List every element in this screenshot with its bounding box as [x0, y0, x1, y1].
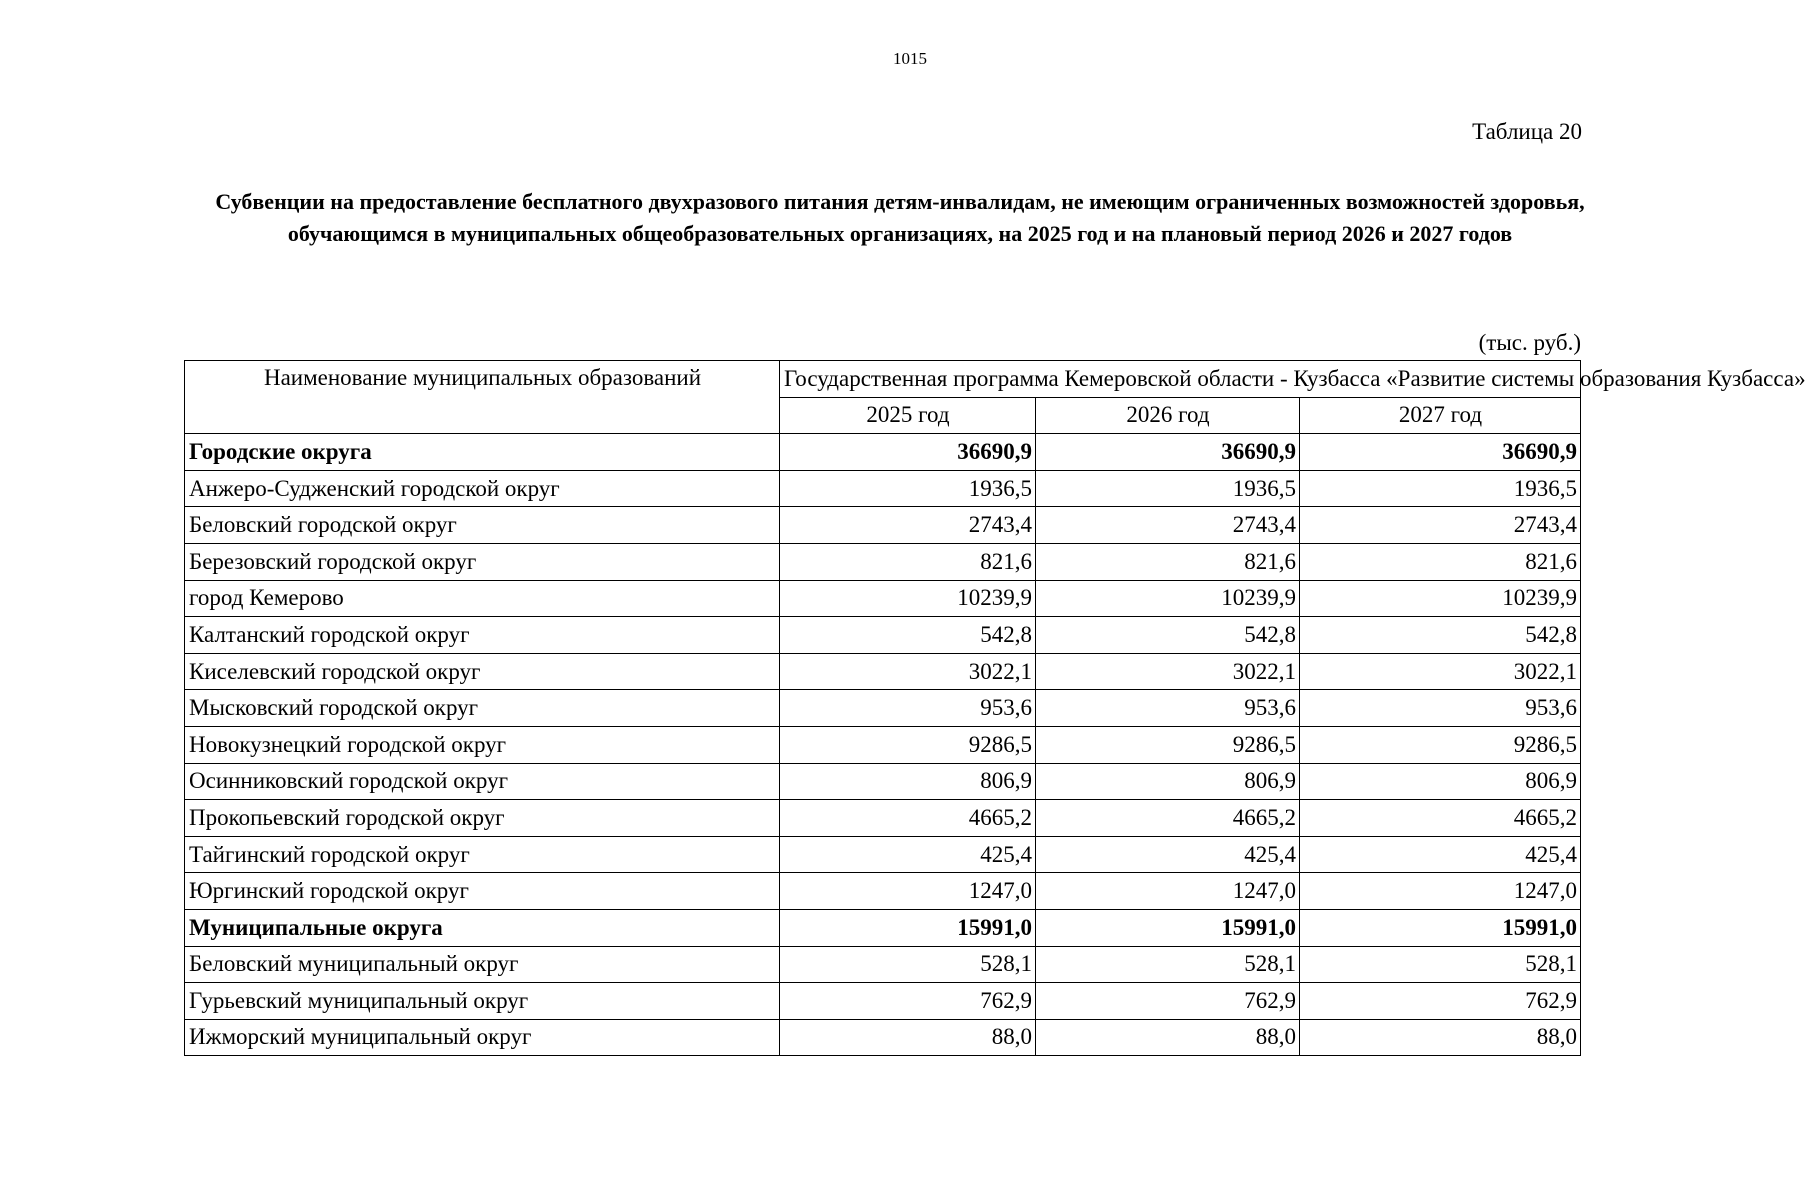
value-cell-2025: 821,6 — [780, 543, 1036, 580]
value-cell-2026: 528,1 — [1036, 946, 1300, 983]
name-column-header: Наименование муниципальных образований — [185, 361, 780, 434]
municipality-name-cell: Ижморский муниципальный округ — [185, 1019, 780, 1056]
value-cell-2027: 2743,4 — [1300, 507, 1581, 544]
value-cell-2026: 4665,2 — [1036, 800, 1300, 837]
table-row — [185, 946, 1581, 983]
value-cell-2026: 1247,0 — [1036, 873, 1300, 910]
value-cell-2025: 9286,5 — [780, 726, 1036, 763]
value-cell-2026: 15991,0 — [1036, 909, 1300, 946]
value-cell-2025: 4665,2 — [780, 800, 1036, 837]
table-row — [185, 836, 1581, 873]
header-row-program — [185, 361, 1581, 398]
value-cell-2025: 10239,9 — [780, 580, 1036, 617]
value-cell-2027: 10239,9 — [1300, 580, 1581, 617]
value-cell-2026: 821,6 — [1036, 543, 1300, 580]
municipality-name-cell: Муниципальные округа — [185, 909, 780, 946]
value-cell-2027: 36690,9 — [1300, 434, 1581, 471]
value-cell-2025: 3022,1 — [780, 653, 1036, 690]
value-cell-2027: 88,0 — [1300, 1019, 1581, 1056]
table-row — [185, 726, 1581, 763]
table-row — [185, 617, 1581, 654]
value-cell-2025: 528,1 — [780, 946, 1036, 983]
value-cell-2026: 425,4 — [1036, 836, 1300, 873]
value-cell-2025: 762,9 — [780, 983, 1036, 1020]
value-cell-2027: 15991,0 — [1300, 909, 1581, 946]
municipality-name-cell: Новокузнецкий городской округ — [185, 726, 780, 763]
value-cell-2027: 4665,2 — [1300, 800, 1581, 837]
value-cell-2026: 3022,1 — [1036, 653, 1300, 690]
table-header — [185, 361, 1806, 434]
year-header-2027: 2027 год — [1300, 397, 1581, 434]
value-cell-2026: 953,6 — [1036, 690, 1300, 727]
municipality-name-cell: Беловский городской округ — [185, 507, 780, 544]
value-cell-2025: 425,4 — [780, 836, 1036, 873]
value-cell-2025: 1936,5 — [780, 470, 1036, 507]
value-cell-2027: 806,9 — [1300, 763, 1581, 800]
value-cell-2027: 542,8 — [1300, 617, 1581, 654]
value-cell-2027: 1247,0 — [1300, 873, 1581, 910]
municipality-name-cell: Мысковский городской округ — [185, 690, 780, 727]
table-row — [185, 507, 1581, 544]
value-cell-2025: 953,6 — [780, 690, 1036, 727]
value-cell-2026: 36690,9 — [1036, 434, 1300, 471]
value-cell-2026: 2743,4 — [1036, 507, 1300, 544]
value-cell-2025: 806,9 — [780, 763, 1036, 800]
municipality-name-cell: Березовский городской округ — [185, 543, 780, 580]
value-cell-2027: 1936,5 — [1300, 470, 1581, 507]
table-row — [185, 873, 1581, 910]
value-cell-2027: 762,9 — [1300, 983, 1581, 1020]
table-row — [185, 653, 1581, 690]
table-group-row — [185, 909, 1581, 946]
table-row — [185, 1019, 1581, 1056]
value-cell-2027: 9286,5 — [1300, 726, 1581, 763]
municipality-name-cell: Анжеро-Судженский городской округ — [185, 470, 780, 507]
value-cell-2027: 821,6 — [1300, 543, 1581, 580]
value-cell-2026: 10239,9 — [1036, 580, 1300, 617]
year-header-2025: 2025 год — [780, 397, 1036, 434]
table-row — [185, 580, 1581, 617]
year-header-2026: 2026 год — [1036, 397, 1300, 434]
table-group-row — [185, 434, 1581, 471]
municipality-name-cell: Осинниковский городской округ — [185, 763, 780, 800]
page-number: 1015 — [893, 49, 927, 68]
value-cell-2026: 9286,5 — [1036, 726, 1300, 763]
value-cell-2025: 1247,0 — [780, 873, 1036, 910]
table-label: Таблица 20 — [1472, 119, 1582, 144]
municipality-name-cell: Юргинский городской округ — [185, 873, 780, 910]
table-body — [185, 434, 1581, 1056]
value-cell-2026: 1936,5 — [1036, 470, 1300, 507]
value-cell-2025: 2743,4 — [780, 507, 1036, 544]
municipality-name-cell: Беловский муниципальный округ — [185, 946, 780, 983]
table-row — [185, 690, 1581, 727]
value-cell-2025: 542,8 — [780, 617, 1036, 654]
value-cell-2025: 15991,0 — [780, 909, 1036, 946]
value-cell-2026: 88,0 — [1036, 1019, 1300, 1056]
value-cell-2026: 762,9 — [1036, 983, 1300, 1020]
document-title: Субвенции на предоставление бесплатного двухразового питания детям-инвалидам, не имеющим ограниченных возможностей здоровья, обучающимся в муниципальных общеобразовательных организациях, на 2025 год и на плановый период 2026 и 2027 годов — [215, 189, 1585, 246]
municipality-name-cell: город Кемерово — [185, 580, 780, 617]
table-row — [185, 800, 1581, 837]
value-cell-2026: 806,9 — [1036, 763, 1300, 800]
table-row — [185, 543, 1581, 580]
value-cell-2026: 542,8 — [1036, 617, 1300, 654]
value-cell-2027: 3022,1 — [1300, 653, 1581, 690]
table-row — [185, 470, 1581, 507]
table-row — [185, 983, 1581, 1020]
table-row — [185, 763, 1581, 800]
value-cell-2027: 953,6 — [1300, 690, 1581, 727]
municipality-name-cell: Прокопьевский городской округ — [185, 800, 780, 837]
program-header: Государственная программа Кемеровской области - Кузбасса «Развитие системы образования Кузбасса» — [780, 361, 1581, 398]
value-cell-2025: 36690,9 — [780, 434, 1036, 471]
municipality-name-cell: Калтанский городской округ — [185, 617, 780, 654]
value-cell-2025: 88,0 — [780, 1019, 1036, 1056]
units-label: (тыс. руб.) — [1478, 330, 1581, 355]
value-cell-2027: 528,1 — [1300, 946, 1581, 983]
subsidy-table — [184, 360, 1806, 1056]
municipality-name-cell: Гурьевский муниципальный округ — [185, 983, 780, 1020]
value-cell-2027: 425,4 — [1300, 836, 1581, 873]
municipality-name-cell: Киселевский городской округ — [185, 653, 780, 690]
municipality-name-cell: Тайгинский городской округ — [185, 836, 780, 873]
municipality-name-cell: Городские округа — [185, 434, 780, 471]
